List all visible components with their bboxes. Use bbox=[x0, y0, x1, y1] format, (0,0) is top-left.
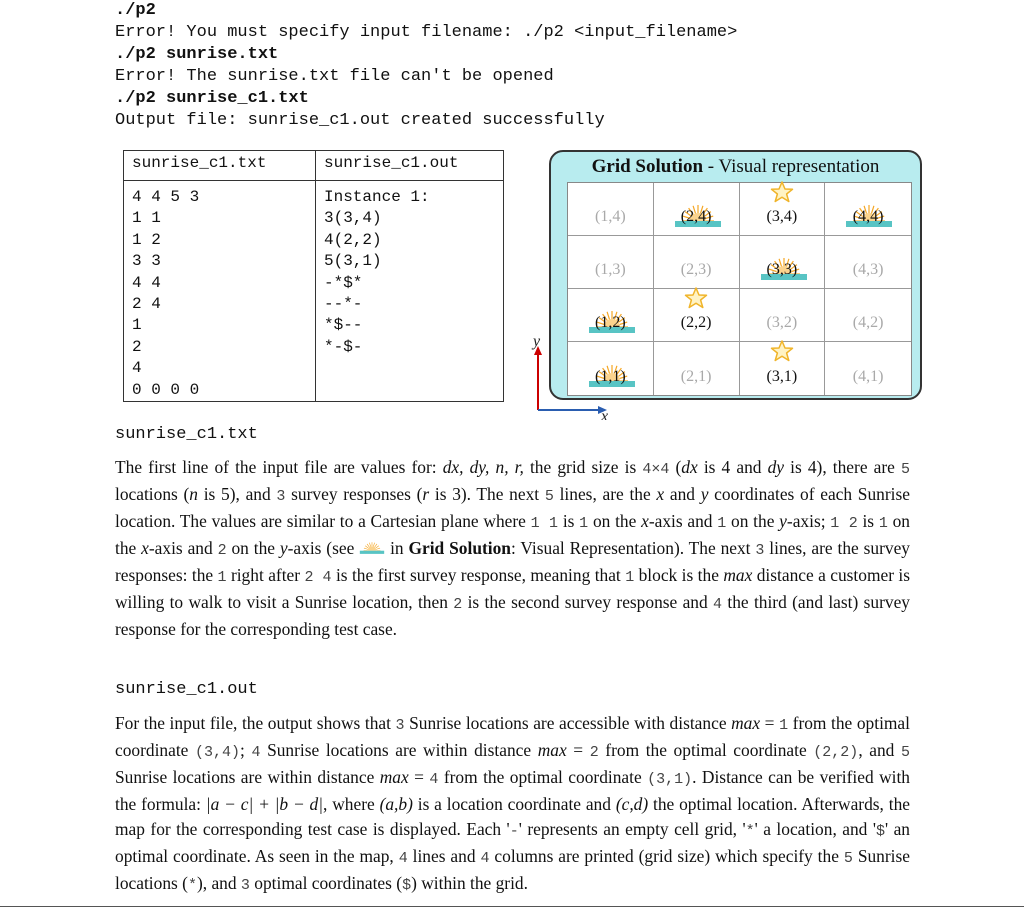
text-segment: from the optimal coordinate bbox=[598, 740, 814, 760]
star-icon bbox=[684, 287, 708, 309]
text-segment: 4 bbox=[429, 771, 439, 788]
grid-cell bbox=[740, 236, 826, 289]
grid-cell-label: (4,2) bbox=[852, 314, 884, 331]
text-segment: (3,1) bbox=[647, 771, 693, 788]
text-segment: 5 bbox=[901, 461, 911, 478]
grid-cell-label: (4,4) bbox=[852, 208, 884, 225]
input-line: 1 1 bbox=[132, 209, 161, 228]
text-segment: 1 bbox=[217, 569, 227, 586]
text-segment: dx, dy, n, r, bbox=[442, 457, 524, 477]
grid-cell-label: (2,3) bbox=[680, 261, 712, 278]
text-segment: 1 bbox=[717, 515, 727, 532]
star-icon bbox=[770, 181, 794, 203]
text-segment: Sunrise locations are within distance bbox=[115, 767, 380, 787]
input-line: 2 bbox=[132, 337, 142, 356]
text-segment: . Distance can be verified with the formula: bbox=[115, 767, 910, 814]
text-segment: Sunrise locations are within distance bbox=[260, 740, 538, 760]
text-segment: 2 bbox=[589, 744, 599, 761]
text-segment: 2 4 bbox=[304, 569, 332, 586]
grid-cell-label: (1,4) bbox=[595, 208, 626, 225]
text-segment: in bbox=[385, 538, 409, 558]
output-line: *-$- bbox=[324, 337, 363, 356]
input-line: 1 bbox=[132, 316, 142, 335]
text-segment: right after bbox=[226, 565, 305, 585]
text-segment: the optimal location. Afterwards, the map for the corresponding test case is displayed. Each ' bbox=[115, 794, 910, 839]
x-axis-label: x bbox=[601, 408, 609, 420]
output-line: 5(3,1) bbox=[324, 252, 382, 271]
grid-cell bbox=[568, 236, 654, 289]
text-segment: ) within the grid. bbox=[411, 873, 528, 893]
output-line: Instance 1: bbox=[324, 188, 430, 206]
text-segment: ' a location, and ' bbox=[754, 819, 876, 839]
output-file-content bbox=[316, 181, 504, 402]
input-file-content bbox=[124, 181, 316, 402]
grid-cell bbox=[654, 183, 740, 236]
text-segment: columns are printed (grid size) which specify the bbox=[489, 846, 844, 866]
text-segment: r bbox=[422, 484, 430, 504]
text-segment: optimal coordinates ( bbox=[249, 873, 403, 893]
text-segment: * bbox=[745, 823, 755, 840]
grid-cell-label: (4,1) bbox=[852, 368, 884, 385]
text-segment: from the optimal coordinate bbox=[115, 713, 910, 760]
output-line: 3(3,4) bbox=[324, 209, 382, 228]
text-segment: y bbox=[700, 484, 709, 504]
text-segment: (2,2) bbox=[813, 744, 859, 761]
terminal-message: Output file: sunrise_c1.out created successfully bbox=[115, 111, 605, 130]
grid-title-bold: Grid Solution bbox=[591, 156, 704, 177]
grid-cell-label: (2,1) bbox=[680, 368, 712, 385]
section2-paragraph bbox=[115, 711, 910, 898]
input-line: 4 4 bbox=[132, 273, 161, 292]
grid-cell bbox=[654, 289, 740, 342]
grid-cell-label: (3,4) bbox=[766, 208, 798, 225]
grid-cell bbox=[654, 236, 740, 289]
grid-cell bbox=[825, 183, 911, 236]
text-segment: , where bbox=[323, 794, 380, 814]
text-segment: 3 bbox=[395, 717, 405, 734]
output-file-header: sunrise_c1.out bbox=[316, 151, 504, 181]
text-segment: (a,b) bbox=[379, 794, 413, 814]
text-segment: ; bbox=[240, 740, 252, 760]
text-segment: is the first survey response, meaning that bbox=[331, 565, 626, 585]
text-segment: , and bbox=[858, 740, 901, 760]
grid-body bbox=[567, 182, 912, 396]
text-segment: lines, are the survey responses: the bbox=[115, 538, 910, 585]
text-segment: on the bbox=[226, 538, 280, 558]
text-segment: is 4 and bbox=[697, 457, 768, 477]
text-segment: 3 bbox=[240, 877, 250, 894]
text-segment: = bbox=[760, 713, 780, 733]
text-segment: on the bbox=[588, 511, 642, 531]
text-segment: max bbox=[379, 767, 409, 787]
text-segment: is bbox=[857, 511, 879, 531]
section1-paragraph bbox=[115, 455, 910, 642]
grid-cell bbox=[654, 342, 740, 395]
text-segment: $ bbox=[875, 823, 885, 840]
section1-heading: sunrise_c1.txt bbox=[115, 425, 258, 444]
text-segment: is 4), there are bbox=[784, 457, 901, 477]
text-segment: y bbox=[779, 511, 787, 531]
text-segment: 4 bbox=[251, 744, 261, 761]
text-segment: (c,d) bbox=[615, 794, 649, 814]
grid-title-rest: - Visual representation bbox=[703, 156, 880, 177]
grid-cell bbox=[825, 342, 911, 395]
grid-cell-label: (4,3) bbox=[852, 261, 884, 278]
text-segment: * bbox=[187, 877, 197, 894]
text-segment: ( bbox=[669, 457, 682, 477]
grid-title bbox=[551, 156, 920, 178]
input-line: 3 3 bbox=[132, 252, 161, 271]
output-line: --*- bbox=[324, 294, 363, 313]
text-segment: : Visual Representation). The next bbox=[510, 538, 756, 558]
grid-cell-label: (1,1) bbox=[595, 368, 626, 385]
output-line: *$-- bbox=[324, 316, 363, 335]
text-segment: 1 2 bbox=[830, 515, 858, 532]
text-segment: (3,4) bbox=[195, 744, 241, 761]
output-line: -*$* bbox=[324, 273, 363, 292]
text-segment: lines, are the bbox=[553, 484, 657, 504]
text-segment: lines and bbox=[407, 846, 481, 866]
input-line: 0 0 0 0 bbox=[132, 380, 200, 399]
grid-cell bbox=[825, 289, 911, 342]
text-segment: 1 bbox=[579, 515, 589, 532]
text-segment: 1 bbox=[625, 569, 635, 586]
text-segment: is a location coordinate and bbox=[412, 794, 616, 814]
input-file-header: sunrise_c1.txt bbox=[124, 151, 316, 181]
text-segment: x bbox=[656, 484, 665, 504]
grid-cell-label: (3,2) bbox=[766, 314, 798, 331]
text-segment: 4 bbox=[713, 596, 723, 613]
text-segment: -axis and bbox=[648, 511, 718, 531]
text-segment: distance a customer is willing to walk to visit a Sunrise location, then bbox=[115, 565, 910, 612]
grid-cell-label: (1,2) bbox=[595, 314, 626, 331]
input-line: 4 bbox=[132, 359, 142, 378]
text-segment: -axis; bbox=[786, 511, 831, 531]
text-segment: 1 bbox=[779, 717, 789, 734]
y-axis-label: y bbox=[533, 333, 541, 350]
text-segment: on the bbox=[115, 511, 910, 558]
text-segment: survey responses ( bbox=[285, 484, 423, 504]
text-segment: on the bbox=[726, 511, 780, 531]
text-segment: dy bbox=[767, 457, 784, 477]
text-segment: 1 bbox=[878, 515, 888, 532]
sunrise-icon bbox=[359, 538, 385, 556]
text-segment: - bbox=[509, 823, 519, 840]
grid-cell bbox=[825, 236, 911, 289]
text-segment: ' an optimal coordinate. As seen in the map, bbox=[115, 819, 910, 866]
section2-heading: sunrise_c1.out bbox=[115, 680, 258, 699]
terminal-message: Error! The sunrise.txt file can't be opened bbox=[115, 67, 554, 86]
output-line: 4(2,2) bbox=[324, 230, 382, 249]
text-segment: 5 bbox=[544, 488, 554, 505]
grid-cell-label: (1,3) bbox=[595, 261, 626, 278]
bottom-rule bbox=[0, 906, 1024, 907]
star-icon bbox=[770, 340, 794, 362]
text-segment: ), and bbox=[196, 873, 241, 893]
text-segment: 4 bbox=[398, 850, 408, 867]
input-line: 1 2 bbox=[132, 230, 161, 249]
text-segment: 3 bbox=[276, 488, 286, 505]
text-segment: ' represents an empty cell grid, ' bbox=[518, 819, 746, 839]
input-line: 4 4 5 3 bbox=[132, 188, 200, 206]
text-segment: For the input file, the output shows that bbox=[115, 713, 396, 733]
text-segment: and bbox=[664, 484, 701, 504]
grid-cell-label: (3,3) bbox=[766, 261, 798, 278]
grid-cell bbox=[568, 183, 654, 236]
terminal-command: ./p2 bbox=[115, 1, 156, 20]
text-segment: Grid Solution bbox=[408, 538, 511, 558]
terminal-output bbox=[115, 0, 737, 132]
text-segment: coordinates of each Sunrise location. The values are similar to a Cartesian plane where bbox=[115, 484, 910, 531]
terminal-command: ./p2 sunrise.txt bbox=[115, 45, 279, 64]
text-segment: y bbox=[279, 538, 288, 558]
text-segment: 4 bbox=[480, 850, 490, 867]
text-segment: 5 bbox=[843, 850, 853, 867]
text-segment: Sunrise locations ( bbox=[115, 846, 910, 893]
input-line: 2 4 bbox=[132, 294, 161, 313]
terminal-message: Error! You must specify input filename: ./p2 <input_filename> bbox=[115, 23, 738, 42]
text-segment: 3 bbox=[755, 542, 765, 559]
text-segment: n bbox=[189, 484, 198, 504]
grid-cell-label: (2,4) bbox=[680, 208, 712, 225]
text-segment: the third (and last) survey response for the corresponding test case. bbox=[115, 592, 910, 639]
text-segment: 1 1 bbox=[530, 515, 559, 532]
text-segment: -axis and bbox=[148, 538, 218, 558]
text-segment: The first line of the input file are values for: bbox=[115, 457, 443, 477]
axes bbox=[525, 330, 615, 420]
grid-cell-label: (3,1) bbox=[766, 368, 798, 385]
text-segment: = bbox=[566, 740, 590, 760]
text-segment: locations ( bbox=[115, 484, 190, 504]
file-contents-table bbox=[123, 150, 504, 402]
grid-cell bbox=[740, 342, 826, 395]
text-segment: |a − c| + |b − d| bbox=[205, 794, 324, 814]
text-segment: max bbox=[537, 740, 567, 760]
text-segment: -axis (see bbox=[287, 538, 360, 558]
text-segment: the grid size is bbox=[523, 457, 643, 477]
text-segment: is bbox=[558, 511, 580, 531]
text-segment: x bbox=[141, 538, 149, 558]
grid-cell bbox=[740, 183, 826, 236]
text-segment: Sunrise locations are accessible with distance bbox=[404, 713, 732, 733]
grid-cell bbox=[740, 289, 826, 342]
text-segment: dx bbox=[681, 457, 698, 477]
text-segment: = bbox=[408, 767, 430, 787]
text-segment: block is the bbox=[634, 565, 724, 585]
text-segment: is 3). The next bbox=[429, 484, 545, 504]
terminal-command: ./p2 sunrise_c1.txt bbox=[115, 89, 309, 108]
text-segment: max bbox=[731, 713, 761, 733]
text-segment: 5 bbox=[900, 744, 910, 761]
text-segment: max bbox=[723, 565, 753, 585]
grid-cell-label: (2,2) bbox=[680, 314, 712, 331]
text-segment: is the second survey response and bbox=[462, 592, 714, 612]
text-segment: from the optimal coordinate bbox=[438, 767, 648, 787]
text-segment: x bbox=[641, 511, 649, 531]
text-segment: $ bbox=[402, 877, 412, 894]
text-segment: 2 bbox=[453, 596, 463, 613]
text-segment: is 5), and bbox=[198, 484, 277, 504]
text-segment: 2 bbox=[217, 542, 227, 559]
text-segment: 4×4 bbox=[642, 461, 670, 478]
